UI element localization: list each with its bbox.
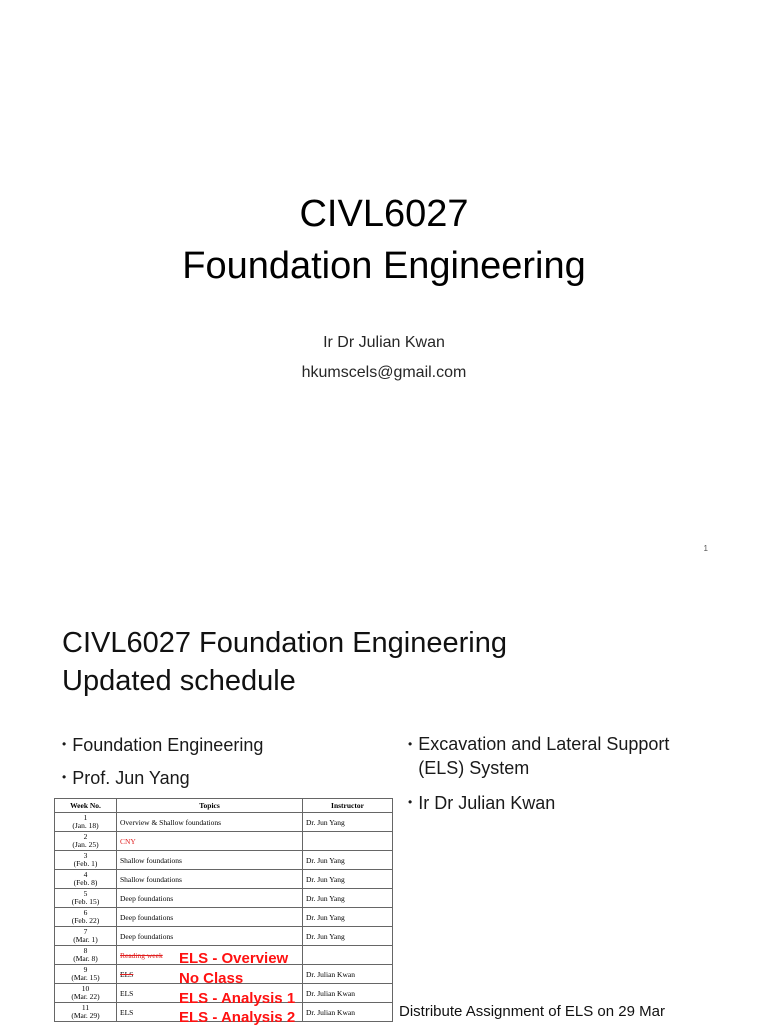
bullet-text: Foundation Engineering (72, 735, 264, 755)
schedule-slide (0, 580, 768, 1024)
instructor-cell: Dr. Jun Yang (303, 813, 393, 832)
topic-cell: ELS (117, 984, 303, 1003)
table-row (55, 927, 393, 946)
bullet-foundation-engineering (62, 732, 263, 757)
bullet-dot-icon: • (408, 737, 413, 751)
bullet-dot-icon: • (408, 795, 413, 809)
instructor-cell: Dr. Jun Yang (303, 889, 393, 908)
author-email: hkumscels@gmail.com (301, 364, 467, 381)
instructor-cell (303, 946, 393, 965)
week-cell: 7 (Mar. 1) (55, 927, 117, 946)
annotation-els-analysis-2: ELS - Analysis 2 (179, 1009, 296, 1026)
week-cell: 4 (Feb. 8) (55, 870, 117, 889)
slide-title-line2: Updated schedule (62, 665, 296, 697)
topic-cell: ELS (117, 965, 303, 984)
header-instructor: Instructor (303, 799, 393, 813)
table-header-row (55, 799, 393, 813)
table-row (55, 813, 393, 832)
annotation-no-class: No Class (179, 970, 244, 987)
bullet-dot-icon: • (62, 737, 67, 751)
instructor-cell: Dr. Julian Kwan (303, 1003, 393, 1022)
course-name-title: Foundation Engineering (182, 245, 586, 287)
header-week: Week No. (55, 799, 117, 813)
instructor-cell (303, 832, 393, 851)
bullet-dot-icon: • (62, 770, 67, 784)
instructor-cell: Dr. Julian Kwan (303, 984, 393, 1003)
topic-cell: ELS (117, 1003, 303, 1022)
topic-cell: Shallow foundations (117, 870, 303, 889)
schedule-table (54, 798, 393, 1022)
bullet-text: Ir Dr Julian Kwan (418, 793, 556, 813)
table-row (55, 832, 393, 851)
topic-cell: Deep foundations (117, 927, 303, 946)
bullet-julian-kwan (408, 790, 555, 815)
annotation-els-overview: ELS - Overview (179, 950, 289, 967)
slide-title-line1: CIVL6027 Foundation Engineering (62, 627, 507, 659)
topic-cell: Shallow foundations (117, 851, 303, 870)
table-row (55, 851, 393, 870)
table-row (55, 889, 393, 908)
topic-cell: Reading week (117, 946, 303, 965)
topic-cell: Deep foundations (117, 889, 303, 908)
week-cell: 6 (Feb. 22) (55, 908, 117, 927)
header-topics: Topics (117, 799, 303, 813)
topic-cell: Overview & Shallow foundations (117, 813, 303, 832)
instructor-cell: Dr. Julian Kwan (303, 965, 393, 984)
bullet-prof-jun-yang (62, 765, 190, 790)
week-cell: 1 (Jan. 18) (55, 813, 117, 832)
course-code-title: CIVL6027 (299, 193, 469, 235)
author-name: Ir Dr Julian Kwan (323, 334, 445, 351)
instructor-cell: Dr. Jun Yang (303, 870, 393, 889)
instructor-cell: Dr. Jun Yang (303, 927, 393, 946)
topic-cell: CNY (117, 832, 303, 851)
instructor-cell: Dr. Jun Yang (303, 851, 393, 870)
bullet-text: Prof. Jun Yang (72, 768, 190, 788)
week-cell: 3 (Feb. 1) (55, 851, 117, 870)
week-cell: 10 (Mar. 22) (55, 984, 117, 1003)
week-cell: 11 (Mar. 29) (55, 1003, 117, 1022)
instructor-cell: Dr. Jun Yang (303, 908, 393, 927)
bullet-text: Excavation and Lateral Support (ELS) System (418, 734, 670, 778)
week-cell: 5 (Feb. 15) (55, 889, 117, 908)
week-cell: 2 (Jan. 25) (55, 832, 117, 851)
bullet-els-system (408, 732, 728, 780)
page-number: 1 (703, 544, 708, 553)
table-row (55, 908, 393, 927)
topic-cell: Deep foundations (117, 908, 303, 927)
week-cell: 9 (Mar. 15) (55, 965, 117, 984)
assignment-note: Distribute Assignment of ELS on 29 Mar (399, 1003, 665, 1020)
annotation-els-analysis-1: ELS - Analysis 1 (179, 990, 296, 1007)
table-row (55, 870, 393, 889)
week-cell: 8 (Mar. 8) (55, 946, 117, 965)
